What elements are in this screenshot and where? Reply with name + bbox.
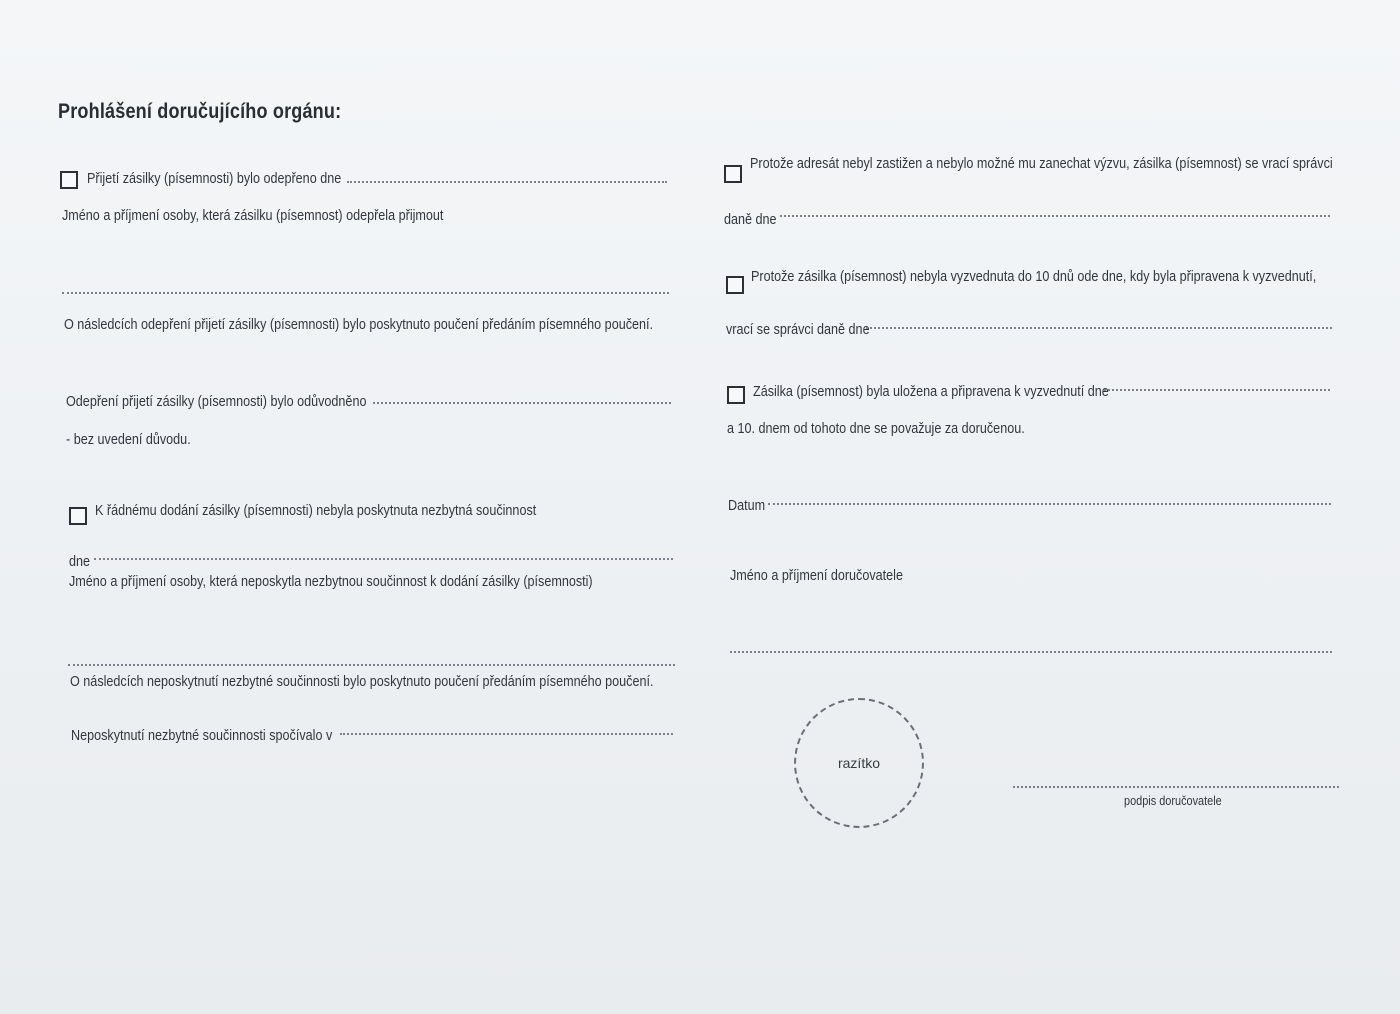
stored-label: Zásilka (písemnost) byla uložena a připravena k vyzvednutí dne <box>753 383 1109 400</box>
deliverer-name-label: Jméno a příjmení doručovatele <box>730 567 904 584</box>
stored-note-text: a 10. dnem od tohoto dne se považuje za doručenou. <box>727 420 1025 437</box>
stamp-circle <box>794 698 924 828</box>
signature-line[interactable] <box>1013 786 1339 788</box>
signature-label: podpis doručovatele <box>1124 793 1222 808</box>
refused-checkbox[interactable] <box>60 171 78 189</box>
refused-label: Přijetí zásilky (písemnosti) bylo odepřeno dne <box>87 170 342 187</box>
cooperation-instruction-text: O následcích neposkytnutí nezbytné součinnosti bylo poskytnuto poučení předáním písemného poučení. <box>70 673 654 690</box>
cooperation-checkbox[interactable] <box>69 507 87 525</box>
cooperation-date-label: dne <box>69 553 91 570</box>
cooperation-reason-label: Neposkytnutí nezbytné součinnosti spočívalo v <box>71 727 333 744</box>
cooperation-person-label: Jméno a příjmení osoby, která neposkytla nezbytnou součinnost k dodání zásilky (písemnosti) <box>69 573 593 590</box>
not-found-label: Protože adresát nebyl zastižen a nebylo možné mu zanechat výzvu, zásilka (písemnost) se vrací správci <box>750 155 1333 172</box>
refused-justified-label: Odepření přijetí zásilky (písemnosti) bylo odůvodněno <box>66 393 367 410</box>
not-collected-checkbox[interactable] <box>726 276 744 294</box>
not-found-date-line[interactable] <box>780 215 1330 217</box>
stored-checkbox[interactable] <box>727 386 745 404</box>
refused-date-line[interactable] <box>347 181 667 183</box>
form-title: Prohlášení doručujícího orgánu: <box>58 100 342 123</box>
date-label: Datum <box>728 497 766 514</box>
cooperation-person-line[interactable] <box>68 664 675 666</box>
deliverer-name-line[interactable] <box>730 651 1332 653</box>
not-collected-label: Protože zásilka (písemnost) nebyla vyzvednuta do 10 dnů ode dne, kdy byla připravena k vyzvednutí, <box>751 268 1317 285</box>
cooperation-reason-line[interactable] <box>340 733 673 735</box>
date-line[interactable] <box>768 503 1331 505</box>
stamp-label: razítko <box>837 755 880 771</box>
cooperation-label: K řádnému dodání zásilky (písemnosti) nebyla poskytnuta nezbytná součinnost <box>95 502 537 519</box>
not-collected-date-line[interactable] <box>866 327 1332 329</box>
stored-date-line[interactable] <box>1104 389 1330 391</box>
not-found-date-label: daně dne <box>724 211 777 228</box>
not-collected-date-label: vrací se správci daně dne <box>726 321 870 338</box>
refused-justified-line[interactable] <box>373 402 671 404</box>
not-found-checkbox[interactable] <box>724 165 742 183</box>
no-reason-text: - bez uvedení důvodu. <box>66 431 191 448</box>
refused-instruction-text: O následcích odepření přijetí zásilky (písemnosti) bylo poskytnuto poučení předáním písemného poučení. <box>64 316 654 333</box>
refused-person-label: Jméno a příjmení osoby, která zásilku (písemnost) odepřela přijmout <box>62 207 444 224</box>
refused-person-line[interactable] <box>62 292 669 294</box>
cooperation-date-line[interactable] <box>94 558 673 560</box>
